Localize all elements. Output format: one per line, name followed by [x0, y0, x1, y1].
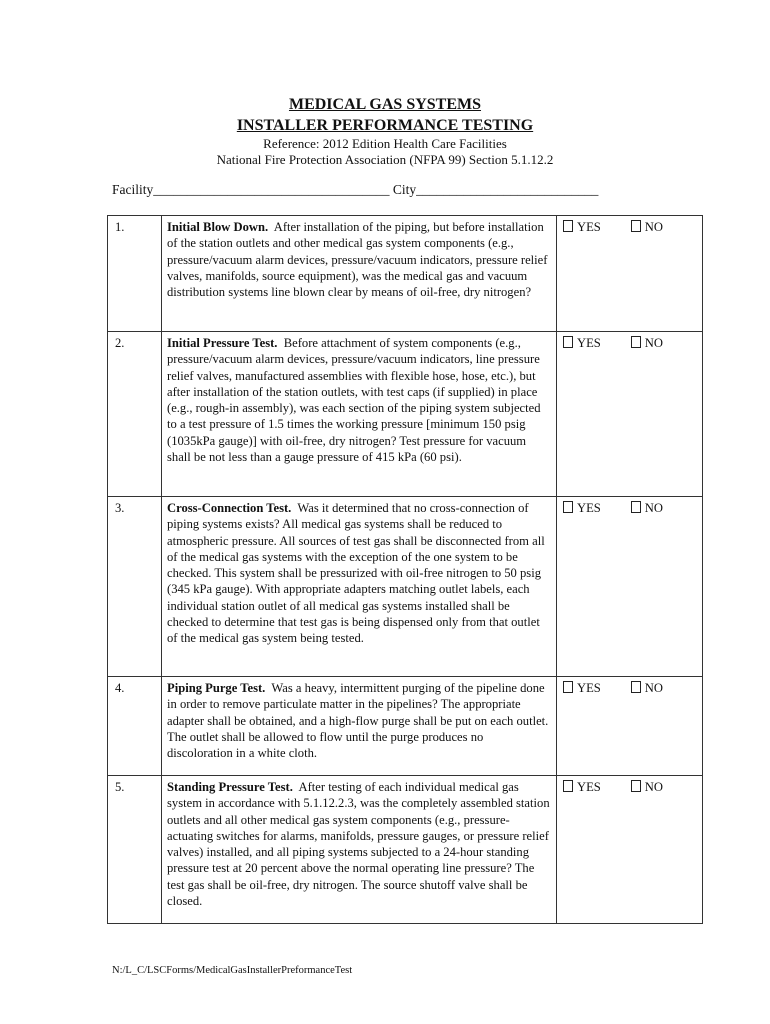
item-text: Was a heavy, intermittent purging of the pipeline done in order to remove particulate matter in the pipelines? The appropriate adapter shall be obtained, and a high-flow purge shall be put on each outlet. The outlet shall be allowed to flow until the purge produces no discoloration in a white cloth.: [167, 681, 549, 761]
no-label: NO: [644, 220, 663, 234]
yes-checkbox[interactable]: [563, 680, 601, 696]
yes-label: YES: [577, 336, 601, 350]
city-field[interactable]: ___________________________: [416, 182, 599, 197]
no-checkbox[interactable]: [631, 680, 663, 696]
facility-label: Facility: [112, 182, 154, 197]
item-text: After installation of the piping, but before installation of the station outlets and other medical gas system components (e.g., pressure/vacuum alarm devices, pressure/vacuum indicators, pressure relief valves, manifolds, source equipment), was the medical gas and vacuum distribution systems line blown clear by means of oil-free, dry nitrogen?: [167, 220, 548, 300]
item-number: 1.: [108, 216, 162, 332]
answer-cell: [557, 776, 703, 924]
yes-label: YES: [577, 681, 601, 695]
yes-checkbox[interactable]: [563, 779, 601, 795]
checkbox-icon: [631, 681, 641, 693]
table-row: [108, 497, 703, 677]
association-line: National Fire Protection Association (NFPA 99) Section 5.1.12.2: [216, 152, 554, 167]
footer-path: N:/L_C/LSCForms/MedicalGasInstallerPreformanceTest: [112, 965, 353, 976]
checkbox-icon: [631, 220, 641, 232]
checkbox-icon: [563, 336, 573, 348]
item-question: [162, 497, 557, 677]
table-row: [108, 216, 703, 332]
item-number: 5.: [108, 776, 162, 924]
item-title: Initial Blow Down.: [167, 220, 269, 234]
item-title: Piping Purge Test.: [167, 681, 266, 695]
title-line-2: INSTALLER PERFORMANCE TESTING: [236, 117, 534, 134]
checkbox-icon: [631, 780, 641, 792]
no-checkbox[interactable]: [631, 335, 663, 351]
answer-cell: [557, 497, 703, 677]
no-checkbox[interactable]: [631, 500, 663, 516]
facility-field[interactable]: ___________________________________: [153, 182, 390, 197]
item-title: Standing Pressure Test.: [167, 780, 293, 794]
item-text: Was it determined that no cross-connection of piping systems exists? All medical gas systems shall be reduced to atmospheric pressure. All sources of test gas shall be disconnected from all of the medical gas systems with the exception of the one system to be checked. This system shall be pressurized with oil-free nitrogen to 50 psig (345 kPa gauge). With appropriate adapters matching outlet labels, each individual station outlet of all medical gas systems installed shall be checked to determine that test gas is being dispensed only from that outlet of the medical gas system being tested.: [167, 501, 545, 646]
item-text: After testing of each individual medical gas system in accordance with 5.1.12.2.3, was the completely assembled station outlets and all other medical gas system components (e.g., pressure-actuating switches for alarms, manifolds, pressure gauges, or pressure relief valves) installed, and all piping systems subjected to a 24-hour standing pressure test at 20 percent above the normal operating line pressure? The test gas shall be oil-free, dry nitrogen. The source shutoff valve shall be closed.: [167, 780, 550, 909]
no-label: NO: [644, 501, 663, 515]
item-question: [162, 776, 557, 924]
table-row: [108, 776, 703, 924]
answer-cell: [557, 332, 703, 497]
reference-line: Reference: 2012 Edition Health Care Facilities: [263, 136, 507, 151]
document-header: [0, 94, 770, 168]
item-question: [162, 332, 557, 497]
no-checkbox[interactable]: [631, 219, 663, 235]
item-text: Before attachment of system components (e.g., pressure/vacuum alarm devices, pressure/vacuum indicators, line pressure relief valves, manufactured assemblies with flexible hose, hose, etc.), but after installation of the station outlets, with test caps (if supplied) in place (e.g., rough-in assembly), was each section of the piping system subjected to a test pressure of 1.5 times the working pressure [minimum 150 psig (1035kPa gauge)] with oil-free, dry nitrogen? Test pressure for vacuum shall be not less than a gauge pressure of 415 kPa (60 psi).: [167, 336, 541, 465]
item-title: Initial Pressure Test.: [167, 336, 278, 350]
yes-checkbox[interactable]: [563, 335, 601, 351]
checkbox-icon: [563, 780, 573, 792]
item-question: [162, 677, 557, 776]
yes-label: YES: [577, 220, 601, 234]
checkbox-icon: [631, 336, 641, 348]
checkbox-icon: [563, 681, 573, 693]
city-label: City: [392, 182, 417, 197]
item-question: [162, 216, 557, 332]
no-checkbox[interactable]: [631, 779, 663, 795]
yes-checkbox[interactable]: [563, 219, 601, 235]
item-number: 2.: [108, 332, 162, 497]
item-number: 4.: [108, 677, 162, 776]
item-number: 3.: [108, 497, 162, 677]
answer-cell: [557, 677, 703, 776]
facility-city-line: [112, 182, 598, 198]
item-title: Cross-Connection Test.: [167, 501, 292, 515]
title-line-1: MEDICAL GAS SYSTEMS: [288, 96, 482, 113]
no-label: NO: [644, 780, 663, 794]
no-label: NO: [644, 336, 663, 350]
table-row: [108, 677, 703, 776]
checkbox-icon: [563, 220, 573, 232]
test-checklist-table: [107, 215, 703, 924]
table-row: [108, 332, 703, 497]
yes-checkbox[interactable]: [563, 500, 601, 516]
checkbox-icon: [631, 501, 641, 513]
answer-cell: [557, 216, 703, 332]
yes-label: YES: [577, 780, 601, 794]
yes-label: YES: [577, 501, 601, 515]
checkbox-icon: [563, 501, 573, 513]
no-label: NO: [644, 681, 663, 695]
